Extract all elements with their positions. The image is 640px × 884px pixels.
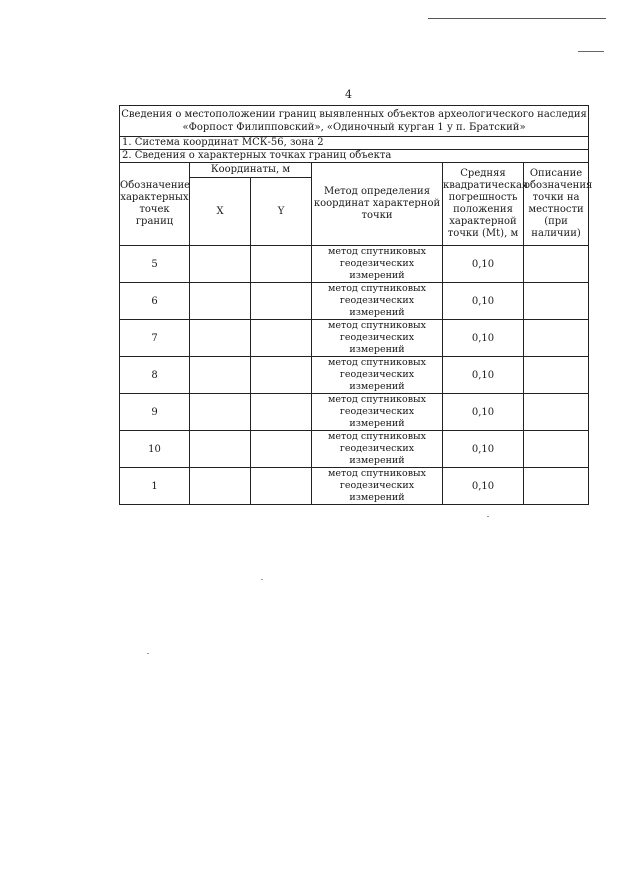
- method-cell: метод спутниковых геодезических измерений: [312, 357, 443, 394]
- point-cell: 6: [120, 283, 190, 320]
- x-cell: [190, 246, 251, 283]
- description-cell: [524, 320, 589, 357]
- y-cell: [251, 357, 312, 394]
- y-cell: [251, 320, 312, 357]
- y-cell: [251, 468, 312, 505]
- boundary-points-table: [119, 105, 593, 505]
- description-cell: [524, 246, 589, 283]
- header-y: Y: [251, 178, 312, 246]
- section1-label: 1. Система координат МСК-56, зона 2: [120, 137, 589, 150]
- table-row: [120, 431, 589, 468]
- description-cell: [524, 283, 589, 320]
- header-coords: Координаты, м: [190, 163, 312, 178]
- header-rule-short: [578, 51, 604, 52]
- point-cell: 7: [120, 320, 190, 357]
- point-cell: 10: [120, 431, 190, 468]
- description-cell: [524, 394, 589, 431]
- header-x: X: [190, 178, 251, 246]
- method-cell: метод спутниковых геодезических измерений: [312, 431, 443, 468]
- error-cell: 0,10: [443, 283, 524, 320]
- method-cell: метод спутниковых геодезических измерений: [312, 320, 443, 357]
- description-cell: [524, 431, 589, 468]
- point-cell: 8: [120, 357, 190, 394]
- point-cell: 5: [120, 246, 190, 283]
- method-cell: метод спутниковых геодезических измерений: [312, 394, 443, 431]
- description-cell: [524, 357, 589, 394]
- header-point: Обозначение характерных точек границ: [120, 163, 190, 246]
- error-cell: 0,10: [443, 320, 524, 357]
- section2-row: [120, 150, 589, 163]
- header-rule: [428, 18, 606, 19]
- table-row: [120, 283, 589, 320]
- section2-label: 2. Сведения о характерных точках границ объекта: [120, 150, 589, 163]
- point-cell: 9: [120, 394, 190, 431]
- table-title-line1: Сведения о местоположении границ выявленных объектов археологического наследия: [121, 109, 587, 120]
- method-cell: метод спутниковых геодезических измерений: [312, 283, 443, 320]
- y-cell: [251, 431, 312, 468]
- table-row: [120, 468, 589, 505]
- table-row: [120, 320, 589, 357]
- x-cell: [190, 283, 251, 320]
- error-cell: 0,10: [443, 394, 524, 431]
- scan-speck: [487, 516, 489, 517]
- table-row: [120, 246, 589, 283]
- header-row-1: [120, 163, 589, 178]
- method-cell: метод спутниковых геодезических измерений: [312, 246, 443, 283]
- x-cell: [190, 431, 251, 468]
- table-title: [120, 106, 589, 137]
- table-title-line2: «Форпост Филипповский», «Одиночный курган 1 у п. Братский»: [182, 122, 526, 133]
- y-cell: [251, 246, 312, 283]
- method-cell: метод спутниковых геодезических измерений: [312, 468, 443, 505]
- y-cell: [251, 394, 312, 431]
- scan-speck: [147, 653, 149, 654]
- page-number: 4: [345, 88, 352, 101]
- point-cell: 1: [120, 468, 190, 505]
- x-cell: [190, 320, 251, 357]
- error-cell: 0,10: [443, 431, 524, 468]
- header-error: Средняя квадратическая погрешность положения характерной точки (Mt), м: [443, 163, 524, 246]
- error-cell: 0,10: [443, 468, 524, 505]
- header-method: Метод определения координат характерной точки: [312, 163, 443, 246]
- error-cell: 0,10: [443, 357, 524, 394]
- x-cell: [190, 468, 251, 505]
- table-title-row: [120, 106, 589, 137]
- description-cell: [524, 468, 589, 505]
- table-row: [120, 394, 589, 431]
- error-cell: 0,10: [443, 246, 524, 283]
- x-cell: [190, 394, 251, 431]
- header-description: Описание обозначения точки на местности (при наличии): [524, 163, 589, 246]
- y-cell: [251, 283, 312, 320]
- x-cell: [190, 357, 251, 394]
- table-row: [120, 357, 589, 394]
- scan-speck: [261, 579, 263, 580]
- section1-row: [120, 137, 589, 150]
